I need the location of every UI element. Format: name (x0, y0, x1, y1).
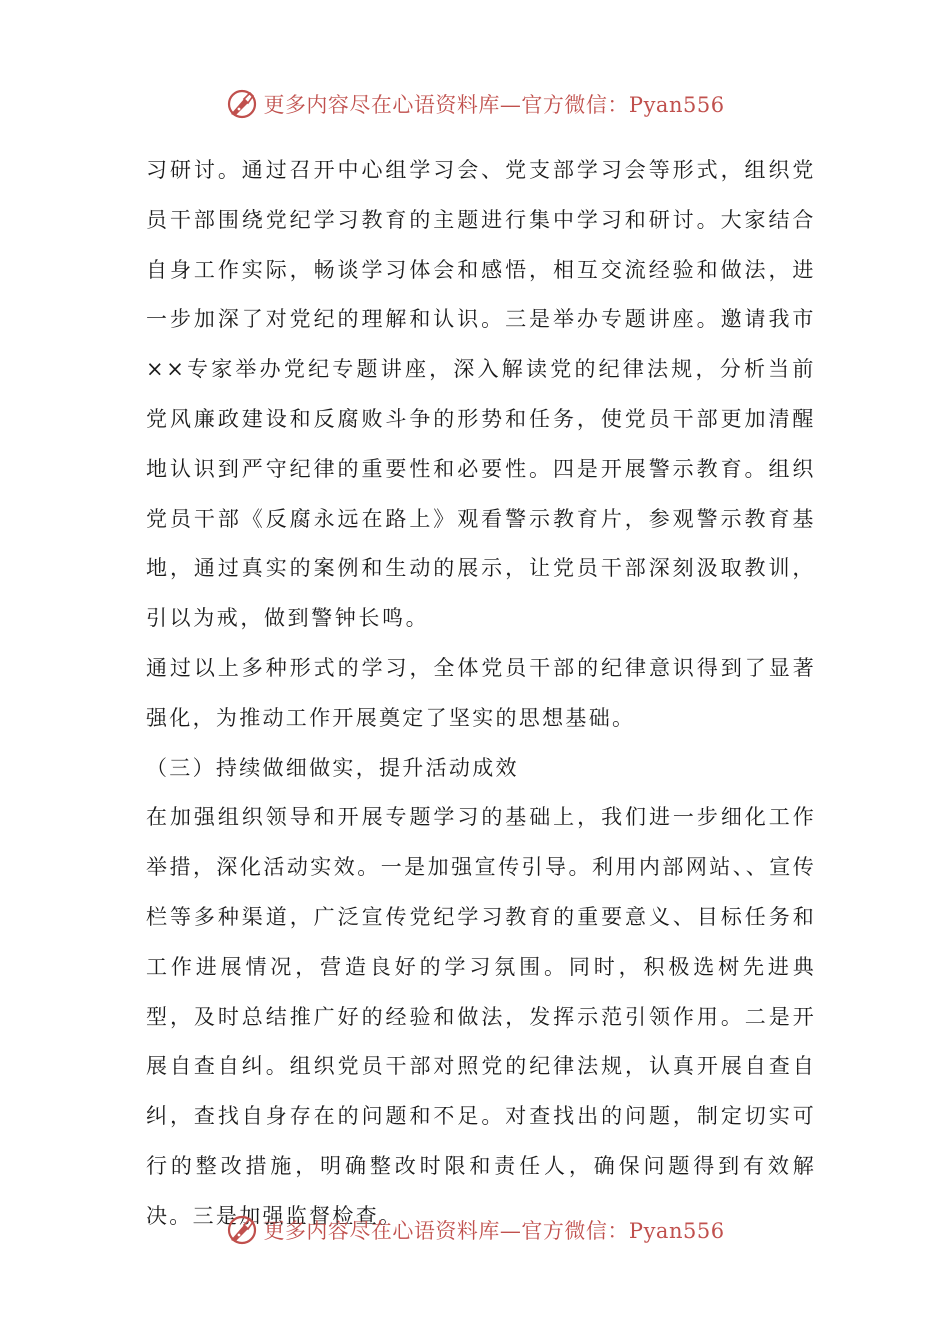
pen-nib-logo-icon (225, 87, 259, 121)
body-paragraph-1: 习研讨。通过召开中心组学习会、党支部学习会等形式，组织党员干部围绕党纪学习教育的主题进行集中学习和研讨。大家结合自身工作实际，畅谈学习体会和感悟，相互交流经验和做法，进一步加深了对党纪的理解和认识。三是举办专题讲座。邀请我市××专家举办党纪专题讲座，深入解读党的纪律法规，分析当前党风廉政建设和反腐败斗争的形势和任务，使党员干部更加清醒地认识到严守纪律的重要性和必要性。四是开展警示教育。组织党员干部《反腐永远在路上》观看警示教育片，参观警示教育基地，通过真实的案例和生动的展示，让党员干部深刻汲取教训，引以为戒，做到警钟长鸣。 (146, 158, 816, 631)
pen-nib-logo-icon (225, 1213, 259, 1247)
footer-banner (0, 1208, 950, 1252)
section-heading: （三）持续做细做实，提升活动成效 (146, 755, 519, 780)
header-banner-text: 更多内容尽在心语资料库—官方微信：Pyan556 (263, 93, 725, 117)
header-banner (0, 82, 950, 126)
footer-banner-text: 更多内容尽在心语资料库—官方微信：Pyan556 (263, 1219, 725, 1243)
body-paragraph-2: 通过以上多种形式的学习，全体党员干部的纪律意识得到了显著强化，为推动工作开展奠定了坚实的思想基础。 (146, 655, 816, 730)
body-paragraph-3: 在加强组织领导和开展专题学习的基础上，我们进一步细化工作举措，深化活动实效。一是加强宣传引导。利用内部网站、、宣传栏等多种渠道，广泛宣传党纪学习教育的重要意义、目标任务和工作进展情况，营造良好的学习氛围。同时，积极选树先进典型，及时总结推广好的经验和做法，发挥示范引领作用。二是开展自查自纠。组织党员干部对照党的纪律法规，认真开展自查自纠，查找自身存在的问题和不足。对查找出的问题，制定切实可行的整改措施，明确整改时限和责任人，确保问题得到有效解决。三是加强监督检查。 (146, 805, 816, 1228)
document-body (146, 146, 816, 1242)
